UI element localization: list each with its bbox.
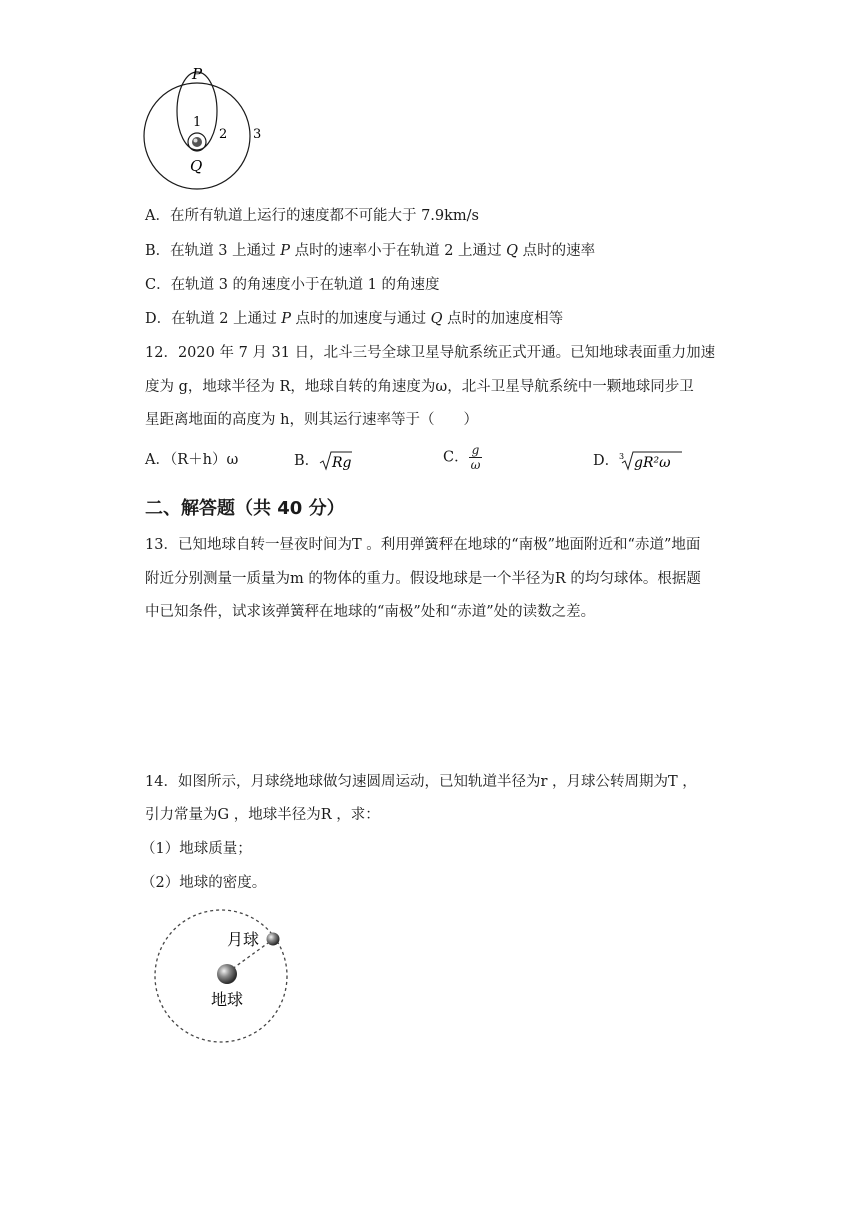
q11-option-a: A．在所有轨道上运行的速度都不可能大于 7.9km/s (145, 208, 480, 224)
q11-option-d: D．在轨道 2 上通过 P 点时的加速度与通过 Q 点时的加速度相等 (145, 311, 564, 327)
q14-sub-2: （2）地球的密度。 (141, 875, 267, 891)
svg-text:Rg: Rg (332, 455, 352, 471)
label-orbit-1: 1 (193, 115, 202, 130)
q12-option-d: D． 3 gR²ω (593, 450, 683, 472)
q14-line-1: 14．如图所示，月球绕地球做匀速圆周运动，已知轨道半径为r ，月球公转周期为T ， (145, 774, 697, 790)
q12-line-1: 12．2020 年 7 月 31 日，北斗三号全球卫星导航系统正式开通。已知地球表面重力加速 (145, 345, 716, 361)
sqrt-rg (319, 450, 353, 472)
label-q: Q (190, 157, 203, 175)
q13-line-1: 13．已知地球自转一昼夜时间为T 。利用弹簧秤在地球的“南极”地面附近和“赤道”地面 (145, 537, 701, 553)
label-orbit-2: 2 (219, 127, 228, 142)
section-heading: 二、解答题（共 40 分） (145, 498, 345, 519)
earth-label: 地球 (211, 990, 244, 1009)
q11-option-c: C．在轨道 3 的角速度小于在轨道 1 的角速度 (145, 277, 440, 293)
label-orbit-3: 3 (253, 127, 262, 142)
moon-label: 月球 (227, 930, 260, 949)
q14-line-2: 引力常量为G ，地球半径为R ，求： (145, 807, 380, 823)
cube-root-expression (619, 450, 683, 472)
moon-orbit-figure (150, 905, 295, 1050)
label-p: P (192, 65, 203, 83)
q13-line-3: 中已知条件，试求该弹簧秤在地球的“南极”处和“赤道”处的读数之差。 (145, 604, 596, 620)
fraction-g-over-omega: $\frac{g}{\omega}$ (470, 443, 481, 472)
q12-line-3: 星距离地面的高度为 h，则其运行速率等于（ ） (145, 412, 478, 428)
q11-option-b: B．在轨道 3 上通过 P 点时的速率小于在轨道 2 上通过 Q 点时的速率 (145, 243, 596, 259)
earth-ball (192, 137, 202, 147)
q12-option-b: B． Rg (294, 450, 353, 472)
q12-line-2: 度为 g，地球半径为 R，地球自转的角速度为ω，北斗卫星导航系统中一颗地球同步卫 (145, 379, 694, 395)
q14-sub-1: （1）地球质量； (141, 841, 252, 857)
q12-option-a: A．（R＋h）ω (145, 452, 239, 468)
orbit-figure (140, 62, 270, 202)
q12-option-c: C． $\frac{g}{\omega}$ (443, 443, 481, 472)
svg-text:3: 3 (619, 452, 625, 461)
earth-ball (217, 964, 237, 984)
q13-line-2: 附近分别测量一质量为m 的物体的重力。假设地球是一个半径为R 的均匀球体。根据题 (145, 571, 701, 587)
svg-text:gR²ω: gR²ω (634, 455, 671, 471)
moon-ball (267, 933, 280, 946)
